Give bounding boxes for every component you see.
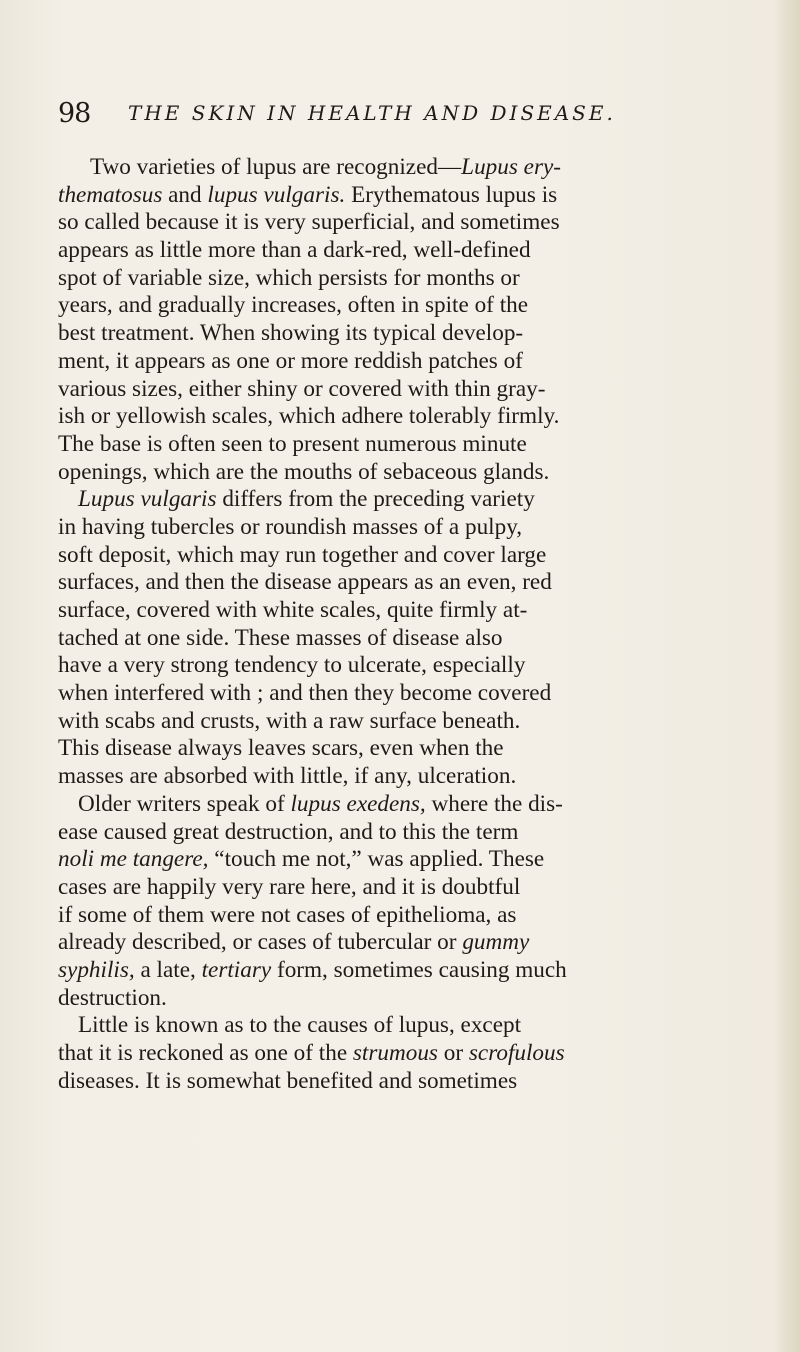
italic-term: lupus exedens, <box>290 790 426 817</box>
italic-term: Lupus vulgaris <box>78 486 217 513</box>
text-line <box>58 348 744 376</box>
text-run: Older writers speak of <box>78 790 291 817</box>
text-line <box>58 708 744 736</box>
text-run: This disease always leaves scars, even when the <box>58 735 504 762</box>
text-line <box>58 652 744 680</box>
text-run: that it is reckoned as one of the <box>58 1040 353 1066</box>
page-header <box>58 98 758 134</box>
text-run: Little is known as to the causes of lupus, except <box>78 1012 522 1039</box>
text-run: tached at one side. These masses of disease also <box>58 624 503 651</box>
text-run: various sizes, either shiny or covered with thin gray- <box>58 375 546 402</box>
italic-term: Lupus ery- <box>461 154 561 180</box>
text-line <box>58 542 744 570</box>
text-run: if some of them were not cases of epithelioma, as <box>58 901 517 928</box>
text-line <box>58 680 744 708</box>
page-edge-shadow <box>774 0 800 1352</box>
text-line <box>58 486 744 514</box>
text-line <box>58 237 744 265</box>
text-line <box>58 320 744 348</box>
text-line <box>58 182 744 210</box>
text-run: in having tubercles or roundish masses of a pulpy, <box>58 513 523 540</box>
text-line <box>58 957 744 985</box>
text-line <box>58 985 744 1013</box>
italic-term: strumous <box>352 1040 438 1066</box>
text-line <box>58 929 744 957</box>
text-run: already described, or cases of tubercular or <box>58 929 463 956</box>
text-run: when interfered with ; and then they become covered <box>58 680 552 707</box>
text-line <box>58 763 744 791</box>
italic-term: lupus vulgaris. <box>207 181 346 208</box>
text-run: cases are happily very rare here, and it is doubtful <box>58 873 521 900</box>
text-run: best treatment. When showing its typical develop- <box>58 320 524 347</box>
text-line <box>58 1040 744 1068</box>
text-line <box>58 459 744 487</box>
text-run: so called because it is very superficial, and sometimes <box>58 209 560 236</box>
text-run: surface, covered with white scales, quite firmly at- <box>58 597 528 623</box>
text-line <box>58 154 744 182</box>
text-line <box>58 1068 744 1096</box>
text-line <box>58 431 744 459</box>
text-line <box>58 902 744 930</box>
text-run: years, and gradually increases, often in spite of the <box>58 292 529 319</box>
text-run: “touch me not,” was applied. These <box>208 846 545 873</box>
text-line <box>58 514 744 542</box>
text-run: or <box>437 1040 469 1066</box>
text-line <box>58 209 744 237</box>
italic-term: scrofulous <box>468 1040 565 1066</box>
italic-term: syphilis, <box>58 956 135 983</box>
text-line <box>58 597 744 625</box>
text-run: have a very strong tendency to ulcerate, especially <box>58 652 526 679</box>
text-run: Erythematous lupus is <box>345 181 558 208</box>
text-run: with scabs and crusts, with a raw surface beneath. <box>58 707 521 734</box>
text-line <box>58 735 744 763</box>
text-run: ease caused great destruction, and to this the term <box>58 818 519 845</box>
text-line <box>58 874 744 902</box>
italic-term: noli me tangere, <box>58 846 209 873</box>
text-run: openings, which are the mouths of sebaceous glands. <box>58 458 550 485</box>
text-run: ment, it appears as one or more reddish patches of <box>58 347 523 374</box>
italic-term: tertiary <box>201 956 272 983</box>
text-run: a late, <box>134 956 202 983</box>
text-line <box>58 569 744 597</box>
text-line <box>58 403 744 431</box>
text-line <box>58 1012 744 1040</box>
text-run: surfaces, and then the disease appears as an even, red <box>58 569 552 596</box>
italic-term: thematosus <box>58 181 163 208</box>
text-line <box>58 791 744 819</box>
text-run: and <box>162 181 208 208</box>
page-number: 98 <box>58 98 91 129</box>
text-run: destruction. <box>58 984 167 1011</box>
text-run: masses are absorbed with little, if any, ulceration. <box>58 763 517 790</box>
text-run: differs from the preceding variety <box>216 486 535 513</box>
text-line <box>58 292 744 320</box>
text-run: diseases. It is somewhat benefited and sometimes <box>58 1067 518 1094</box>
text-run: appears as little more than a dark-red, well-defined <box>58 237 531 264</box>
italic-term: gummy <box>462 929 530 956</box>
text-run: soft deposit, which may run together and cover large <box>58 541 547 568</box>
running-head: THE SKIN IN HEALTH AND DISEASE. <box>128 101 616 125</box>
text-run: Two varieties of lupus are recognized— <box>90 154 462 180</box>
body-text <box>58 154 744 1095</box>
text-run: The base is often seen to present numerous minute <box>58 430 527 457</box>
text-line <box>58 376 744 404</box>
text-run: spot of variable size, which persists for months or <box>58 264 520 291</box>
text-line <box>58 625 744 653</box>
text-line <box>58 846 744 874</box>
text-run: where the dis- <box>425 790 563 817</box>
text-line <box>58 819 744 847</box>
text-run: form, sometimes causing much <box>271 956 567 983</box>
text-line <box>58 265 744 293</box>
text-run: ish or yellowish scales, which adhere tolerably firmly. <box>58 403 560 430</box>
